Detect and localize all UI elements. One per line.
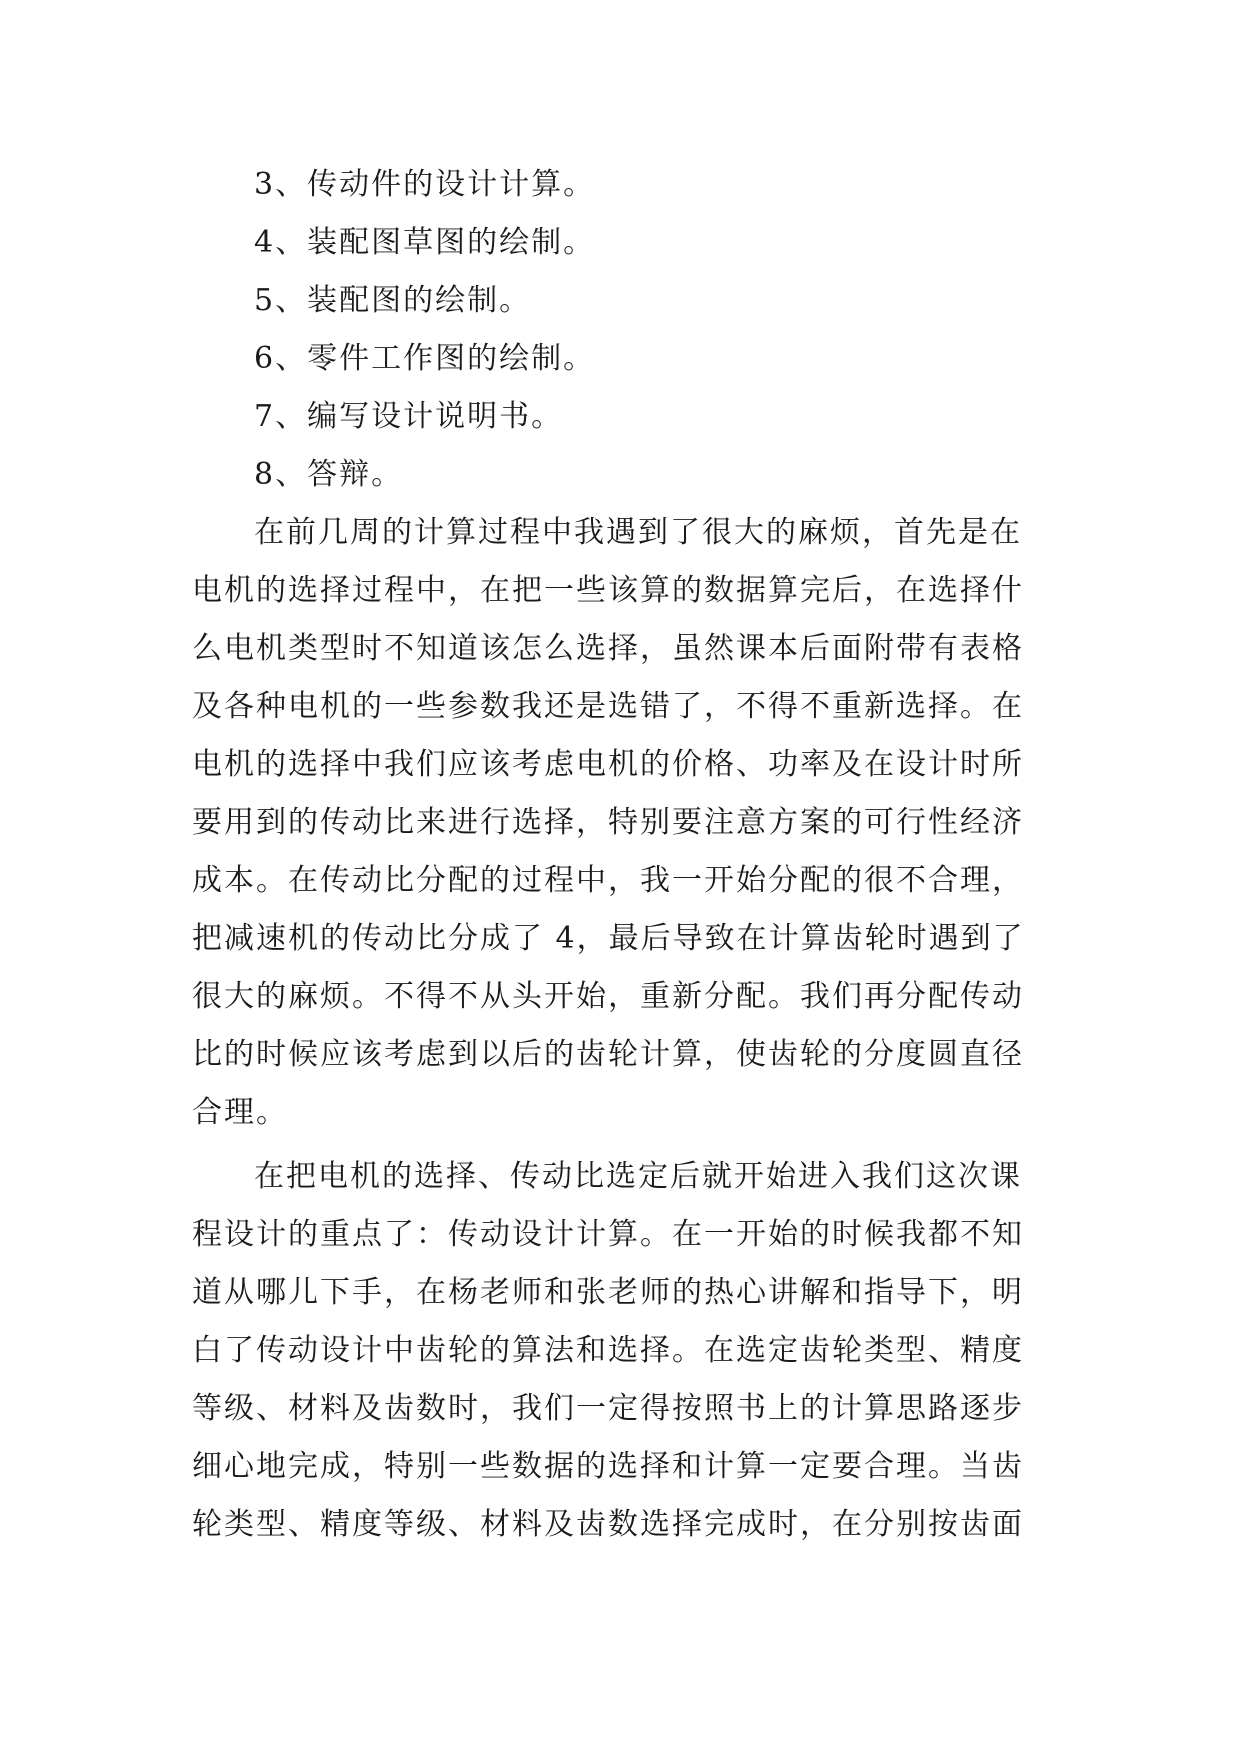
- paragraph-line: 白了传动设计中齿轮的算法和选择。在选定齿轮类型、精度: [192, 1333, 1024, 1368]
- list-item: 5、装配图的绘制。: [254, 283, 532, 318]
- paragraph-line: 么电机类型时不知道该怎么选择，虽然课本后面附带有表格: [192, 631, 1024, 666]
- list-item: 3、传动件的设计计算。: [254, 167, 596, 202]
- paragraph-line: 轮类型、精度等级、材料及齿数选择完成时，在分别按齿面: [192, 1507, 1024, 1542]
- list-item: 7、编写设计说明书。: [254, 399, 564, 434]
- paragraph-1: [192, 504, 1052, 1142]
- paragraph-line: 细心地完成，特别一些数据的选择和计算一定要合理。当齿: [192, 1449, 1024, 1484]
- paragraph-line: 道从哪儿下手，在杨老师和张老师的热心讲解和指导下，明: [192, 1275, 1024, 1310]
- list-item: 8、答辩。: [254, 457, 404, 492]
- paragraph-line: 电机的选择中我们应该考虑电机的价格、功率及在设计时所: [192, 747, 1024, 782]
- paragraph-line: 合理。: [192, 1095, 288, 1130]
- paragraph-line: 把减速机的传动比分成了 4，最后导致在计算齿轮时遇到了: [192, 921, 1025, 956]
- paragraph-line: 电机的选择过程中，在把一些该算的数据算完后，在选择什: [192, 573, 1024, 608]
- paragraph-line: 程设计的重点了：传动设计计算。在一开始的时候我都不知: [192, 1217, 1024, 1252]
- paragraph-line: 及各种电机的一些参数我还是选错了，不得不重新选择。在: [192, 689, 1024, 724]
- paragraph-line: 在前几周的计算过程中我遇到了很大的麻烦，首先是在: [254, 515, 1022, 550]
- list-item: 6、零件工作图的绘制。: [254, 341, 596, 376]
- paragraph-line: 在把电机的选择、传动比选定后就开始进入我们这次课: [254, 1159, 1022, 1194]
- list-item: 4、装配图草图的绘制。: [254, 225, 596, 260]
- paragraph-line: 成本。在传动比分配的过程中，我一开始分配的很不合理，: [192, 863, 1024, 898]
- paragraph-2: [192, 1148, 1052, 1554]
- paragraph-line: 要用到的传动比来进行选择，特别要注意方案的可行性经济: [192, 805, 1024, 840]
- paragraph-line: 很大的麻烦。不得不从头开始，重新分配。我们再分配传动: [192, 979, 1024, 1014]
- paragraph-line: 比的时候应该考虑到以后的齿轮计算，使齿轮的分度圆直径: [192, 1037, 1024, 1072]
- document-body: [192, 156, 1052, 1554]
- paragraph-line: 等级、材料及齿数时，我们一定得按照书上的计算思路逐步: [192, 1391, 1024, 1426]
